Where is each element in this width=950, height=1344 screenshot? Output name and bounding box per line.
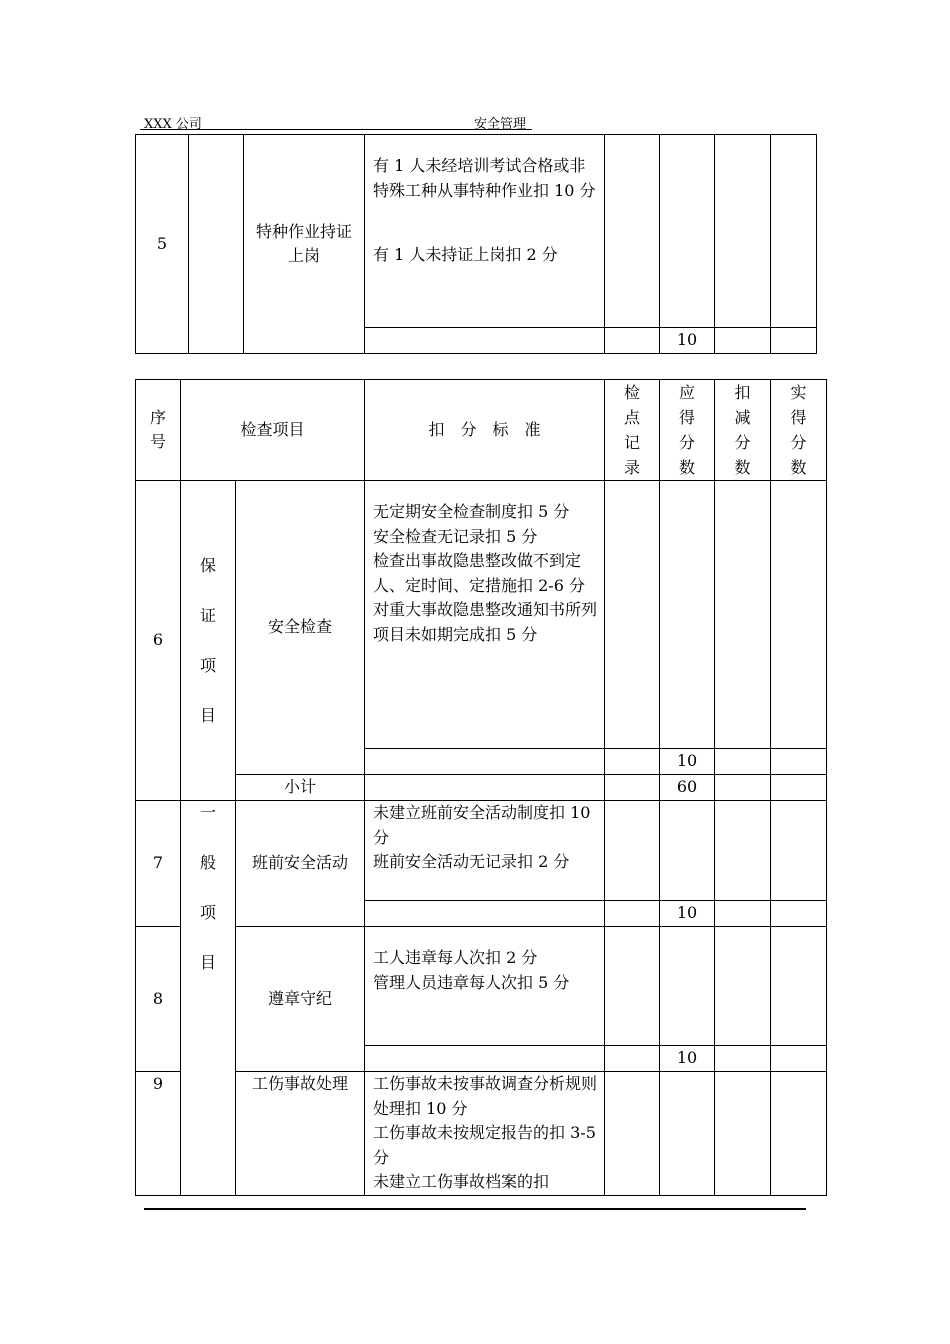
row8-criteria-2: 管理人员违章每人次扣 5 分 xyxy=(373,972,570,992)
row5-sub-deduct xyxy=(715,328,771,354)
table-item5 xyxy=(135,134,817,354)
row5-category-cell xyxy=(189,135,244,354)
row5-should xyxy=(660,135,715,328)
subtotal-score: 60 xyxy=(660,775,715,801)
row5-no: 5 xyxy=(136,135,189,354)
row6-criteria-4: 对重大事故隐患整改通知书所列项目未如期完成扣 5 分 xyxy=(373,600,598,644)
header-company: XXX 公司 xyxy=(144,117,202,132)
row5-sub-criteria xyxy=(365,328,605,354)
row5-criteria xyxy=(365,135,605,328)
th-no: 序号 xyxy=(136,380,181,481)
table-row xyxy=(136,927,827,1046)
row6-criteria-3: 检查出事故隐患整改做不到定人、定时间、定措施扣 2-6 分 xyxy=(373,551,585,595)
guarantee-category: 保 证 项 目 xyxy=(181,481,236,801)
table-main xyxy=(135,379,827,1196)
header-rule xyxy=(140,129,532,130)
footer-rule xyxy=(144,1208,806,1210)
header-title: 安全管理 xyxy=(474,117,527,132)
row5-sub-record xyxy=(605,328,660,354)
row6-item: 安全检查 xyxy=(236,481,365,775)
row5-item: 特种作业持证上岗 xyxy=(244,135,365,354)
subtotal-row xyxy=(136,775,827,801)
row5-actual xyxy=(771,135,817,328)
th-criteria: 扣 分 标 准 xyxy=(365,380,605,481)
row5-deduct xyxy=(715,135,771,328)
row8-item: 遵章守纪 xyxy=(236,927,365,1072)
row7-criteria-2: 班前安全活动无记录扣 2 分 xyxy=(373,852,570,871)
table-row xyxy=(136,1072,827,1196)
row6-criteria-2: 安全检查无记录扣 5 分 xyxy=(373,526,538,546)
row6-criteria-1: 无定期安全检查制度扣 5 分 xyxy=(373,502,570,521)
th-deduct: 扣 减 分 数 xyxy=(715,380,771,481)
table-row xyxy=(136,481,827,749)
row7-criteria-1: 未建立班前安全活动制度扣 10 分 xyxy=(373,803,591,847)
th-record: 检 点 记 录 xyxy=(605,380,660,481)
table-row xyxy=(136,801,827,901)
row7-item: 班前安全活动 xyxy=(236,801,365,927)
th-should: 应 得 分 数 xyxy=(660,380,715,481)
row5-record xyxy=(605,135,660,328)
row9-criteria-1: 工伤事故未按事故调查分析规则处理扣 10 分 xyxy=(373,1074,598,1118)
row8-no: 8 xyxy=(136,927,181,1072)
subtotal-label: 小计 xyxy=(236,775,365,801)
row8-criteria xyxy=(365,927,605,1046)
general-category: 一 般 项 目 xyxy=(181,801,236,1196)
row9-criteria-3: 未建立工伤事故档案的扣 xyxy=(373,1172,550,1191)
row9-no: 9 xyxy=(136,1072,181,1196)
th-item: 检查项目 xyxy=(181,380,365,481)
row6-score: 10 xyxy=(660,749,715,775)
header-row xyxy=(136,380,827,481)
row8-criteria-1: 工人违章每人次扣 2 分 xyxy=(373,948,538,967)
row9-item: 工伤事故处理 xyxy=(236,1072,365,1196)
row9-criteria xyxy=(365,1072,605,1196)
row7-no: 7 xyxy=(136,801,181,927)
row5-score: 10 xyxy=(660,328,715,354)
row7-score: 10 xyxy=(660,901,715,927)
row5-criteria-2: 有 1 人未持证上岗扣 2 分 xyxy=(373,245,558,264)
row5-sub-actual xyxy=(771,328,817,354)
row6-no: 6 xyxy=(136,481,181,801)
row5-criteria-1: 有 1 人未经培训考试合格或非特殊工种从事特种作业扣 10 分 xyxy=(373,156,596,200)
row8-score: 10 xyxy=(660,1046,715,1072)
th-actual: 实 得 分 数 xyxy=(771,380,827,481)
row7-criteria xyxy=(365,801,605,901)
row6-criteria xyxy=(365,481,605,749)
row9-criteria-2: 工伤事故未按规定报告的扣 3-5 分 xyxy=(373,1123,596,1167)
